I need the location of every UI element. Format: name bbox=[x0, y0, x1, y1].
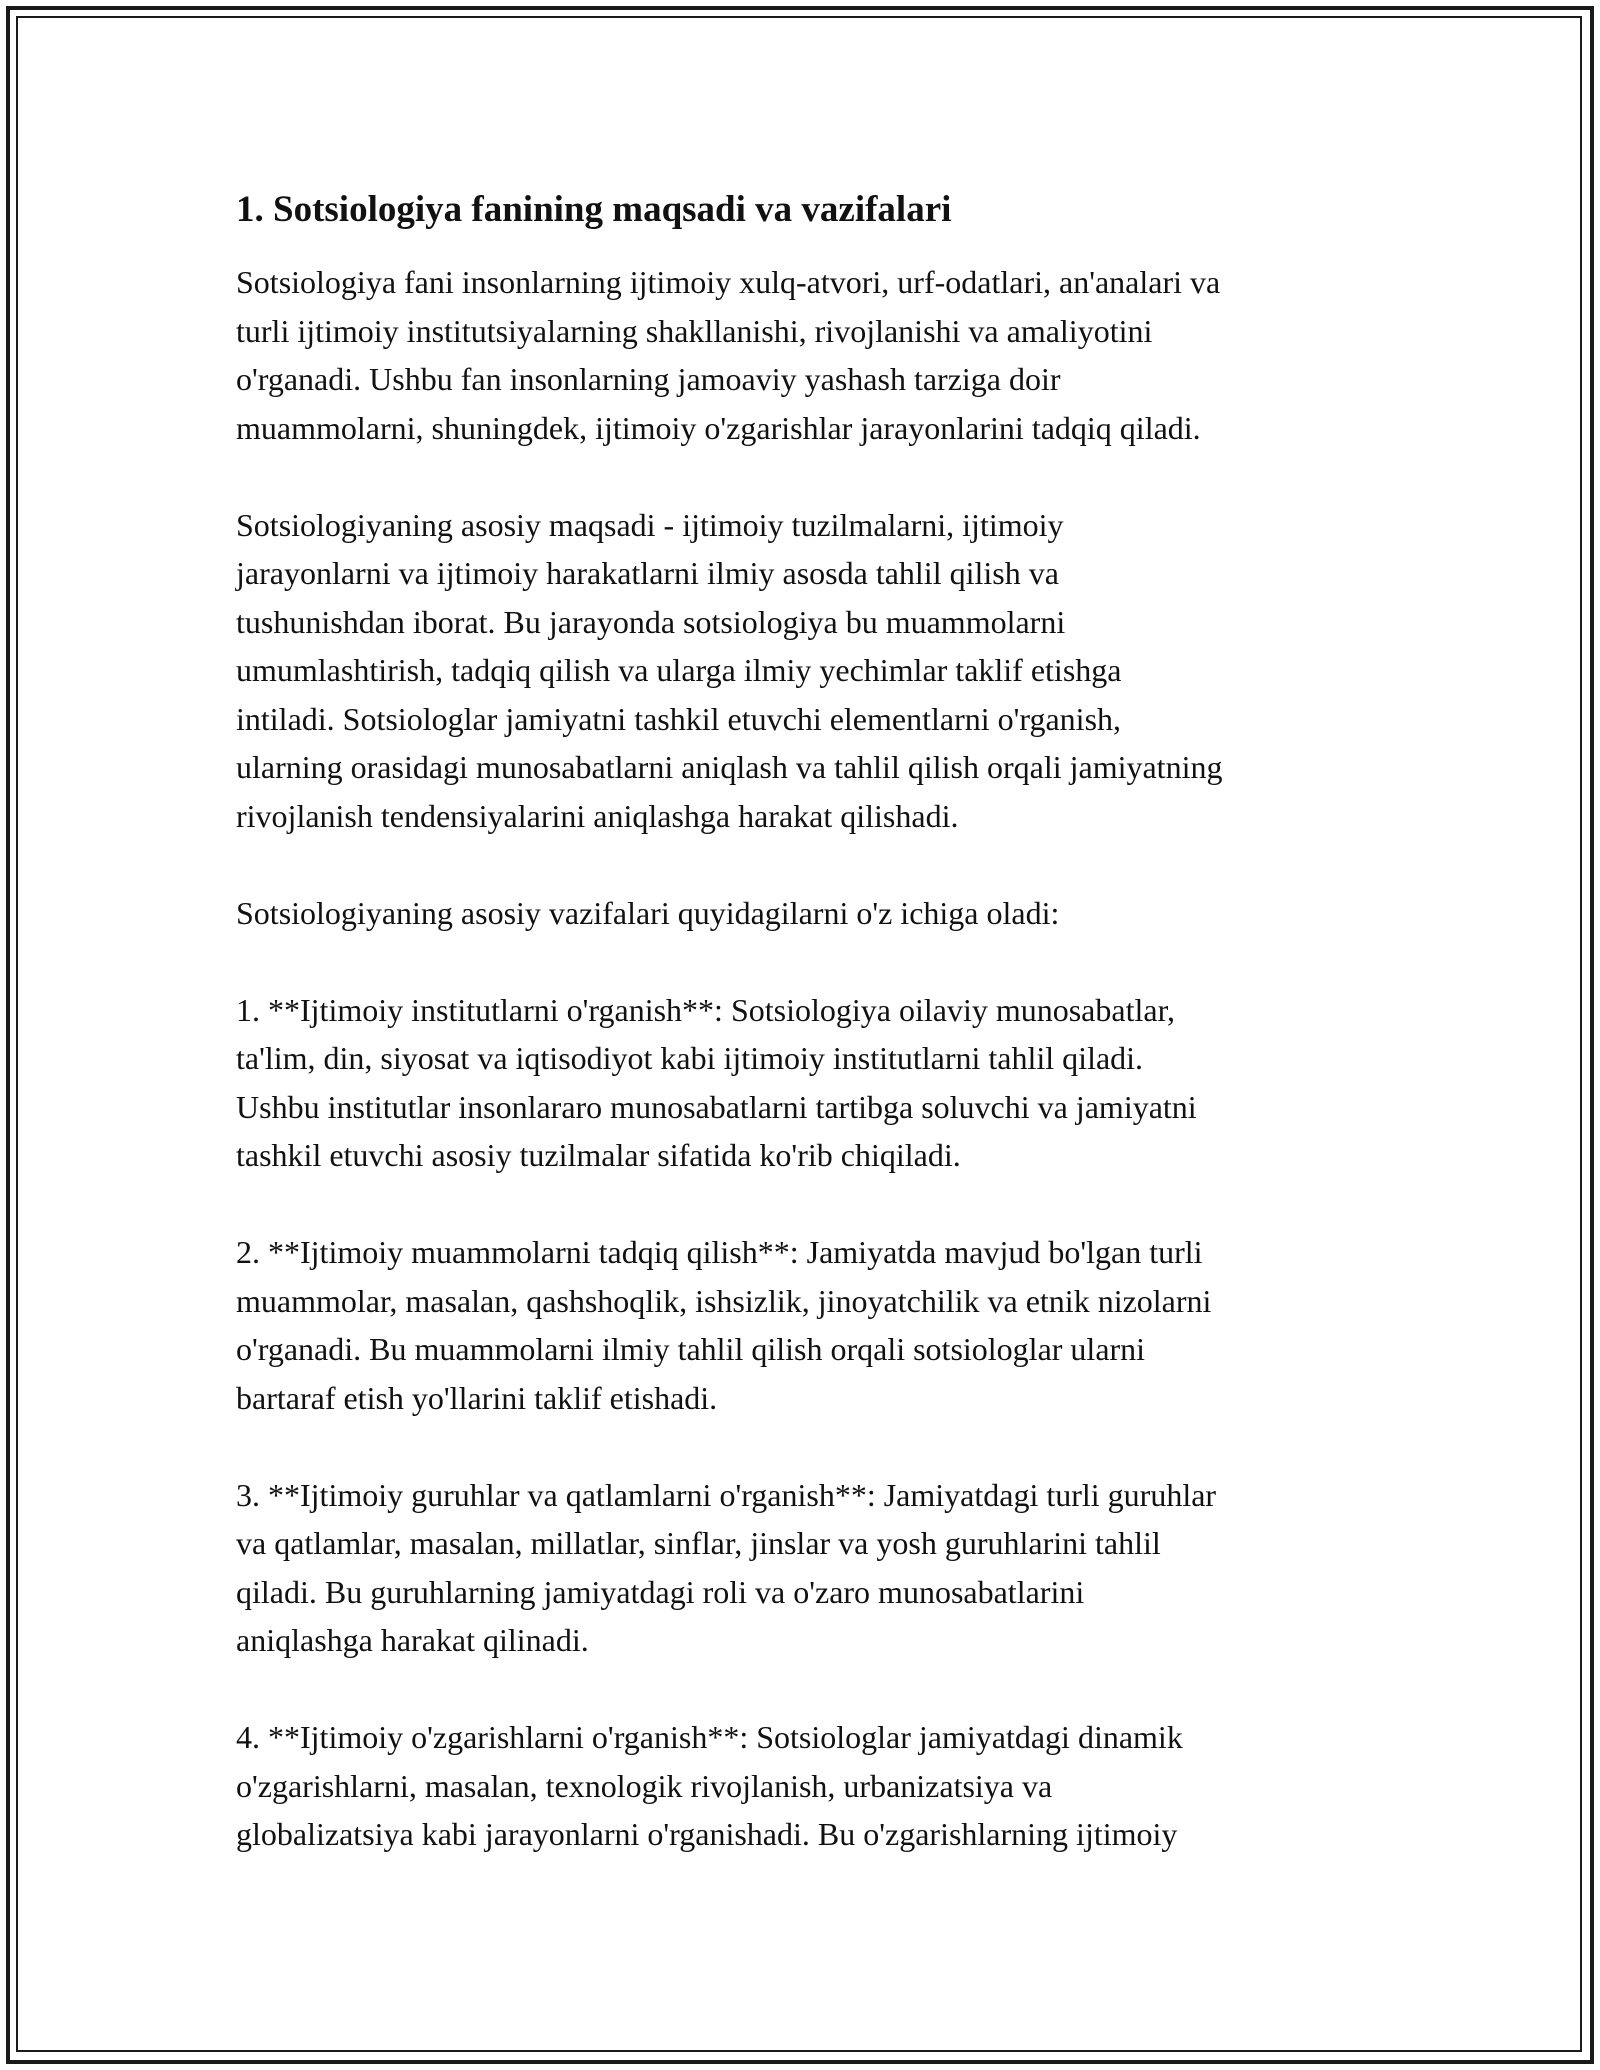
list-item-3 bbox=[236, 1471, 1376, 1665]
text-line: muammolar, masalan, qashshoqlik, ishsizlik, jinoyatchilik va etnik nizolarni bbox=[236, 1282, 1212, 1319]
paragraph-tasks-intro bbox=[236, 889, 1376, 938]
section-heading: 1. Sotsiologiya fanining maqsadi va vazifalari bbox=[236, 189, 952, 230]
text-line: va qatlamlar, masalan, millatlar, sinflar, jinslar va yosh guruhlarini tahlil bbox=[236, 1525, 1161, 1561]
text-line: o'rganadi. Ushbu fan insonlarning jamoaviy yashash tarziga doir bbox=[236, 361, 1061, 397]
text-line: tushunishdan iborat. Bu jarayonda sotsiologiya bu muammolarni bbox=[236, 603, 1066, 640]
text-line: o'zgarishlarni, masalan, texnologik rivojlanish, urbanizatsiya va bbox=[236, 1767, 1053, 1804]
list-item-2 bbox=[236, 1228, 1376, 1422]
text-line: tashkil etuvchi asosiy tuzilmalar sifatida ko'rib chiqiladi. bbox=[236, 1137, 961, 1173]
text-line: turli ijtimoiy institutsiyalarning shakllanishi, rivojlanishi va amaliyotini bbox=[236, 312, 1153, 349]
text-line: muammolarni, shuningdek, ijtimoiy o'zgarishlar jarayonlarini tadqiq qiladi. bbox=[236, 409, 1201, 446]
text-line: Sotsiologiyaning asosiy vazifalari quyidagilarni o'z ichiga oladi: bbox=[236, 894, 1060, 931]
text-line: rivojlanish tendensiyalarini aniqlashga harakat qilishadi. bbox=[236, 797, 959, 834]
text-line: umumlashtirish, tadqiq qilish va ularga ilmiy yechimlar taklif etishga bbox=[236, 652, 1122, 688]
text-line: bartaraf etish yo'llarini taklif etishadi. bbox=[236, 1379, 718, 1416]
paragraph-intro bbox=[236, 258, 1376, 452]
text-line: intiladi. Sotsiologlar jamiyatni tashkil etuvchi elementlarni o'rganish, bbox=[236, 700, 1122, 737]
text-line: o'rganadi. Bu muammolarni ilmiy tahlil qilish orqali sotsiologlar ularni bbox=[236, 1331, 1146, 1367]
text-line: aniqlashga harakat qilinadi. bbox=[236, 1622, 589, 1658]
text-line: 3. **Ijtimoiy guruhlar va qatlamlarni o'rganish**: Jamiyatdagi turli guruhlar bbox=[236, 1476, 1217, 1513]
text-line: 1. **Ijtimoiy institutlarni o'rganish**: Sotsiologiya oilaviy munosabatlar, bbox=[236, 991, 1175, 1028]
text-line: jarayonlarni va ijtimoiy harakatlarni ilmiy asosda tahlil qilish va bbox=[236, 555, 1059, 591]
text-line: globalizatsiya kabi jarayonlarni o'rganishadi. Bu o'zgarishlarning ijtimoiy bbox=[236, 1816, 1178, 1852]
paragraph-main-goal bbox=[236, 501, 1376, 841]
text-line: ularning orasidagi munosabatlarni aniqlash va tahlil qilish orqali jamiyatning bbox=[236, 749, 1223, 785]
list-item-1 bbox=[236, 986, 1376, 1180]
document-body bbox=[236, 186, 1376, 1907]
text-line: Sotsiologiya fani insonlarning ijtimoiy xulq-atvori, urf-odatlari, an'analari va bbox=[236, 264, 1221, 300]
text-line: qiladi. Bu guruhlarning jamiyatdagi roli va o'zaro munosabatlarini bbox=[236, 1573, 1085, 1610]
text-line: ta'lim, din, siyosat va iqtisodiyot kabi ijtimoiy institutlarni tahlil qiladi. bbox=[236, 1040, 1144, 1076]
text-line: 2. **Ijtimoiy muammolarni tadqiq qilish**: Jamiyatda mavjud bo'lgan turli bbox=[236, 1234, 1203, 1270]
list-item-4 bbox=[236, 1713, 1376, 1859]
text-line: Ushbu institutlar insonlararo munosabatlarni tartibga soluvchi va jamiyatni bbox=[236, 1088, 1197, 1125]
text-line: 4. **Ijtimoiy o'zgarishlarni o'rganish**: Sotsiologlar jamiyatdagi dinamik bbox=[236, 1719, 1183, 1755]
text-line: Sotsiologiyaning asosiy maqsadi - ijtimoiy tuzilmalarni, ijtimoiy bbox=[236, 506, 1064, 543]
